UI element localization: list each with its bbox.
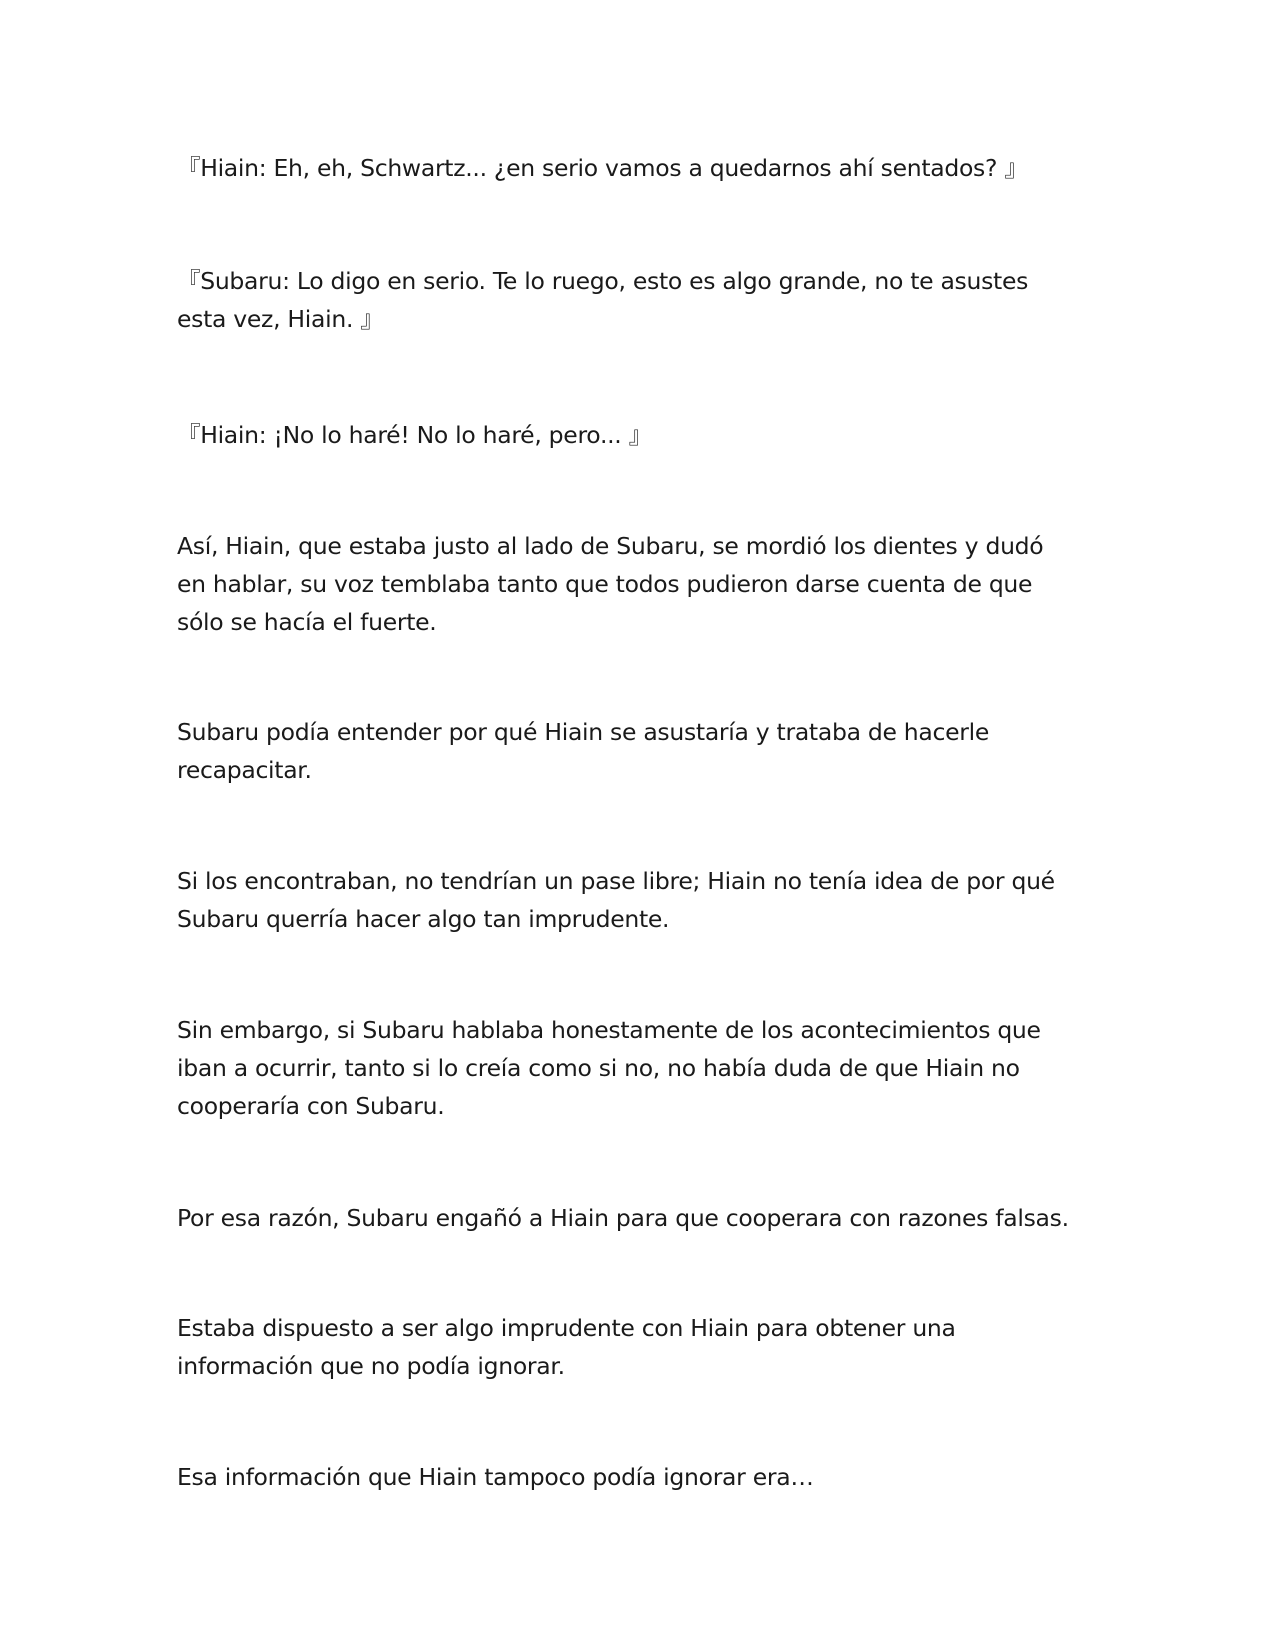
narration-paragraph: [177, 1309, 1097, 1385]
narration-paragraph: [177, 862, 1097, 938]
text-line: iban a ocurrir, tanto si lo creía como si no, no había duda de que Hiain no: [177, 1054, 1020, 1082]
text-line: cooperaría con Subaru.: [177, 1092, 445, 1120]
text-line: Esa información que Hiain tampoco podía ignorar era…: [177, 1463, 814, 1491]
narration-paragraph: [177, 527, 1097, 641]
text-line: Estaba dispuesto a ser algo imprudente con Hiain para obtener una: [177, 1314, 956, 1342]
dialogue-hiain-1: [177, 149, 1097, 187]
text-line: Por esa razón, Subaru engañó a Hiain para que cooperara con razones falsas.: [177, 1204, 1069, 1232]
text-line: Subaru querría hacer algo tan imprudente.: [177, 905, 670, 933]
text-line: en hablar, su voz temblaba tanto que todos pudieron darse cuenta de que: [177, 570, 1033, 598]
text-line: sólo se hacía el fuerte.: [177, 608, 437, 636]
text-line: Subaru podía entender por qué Hiain se asustaría y trataba de hacerle: [177, 718, 990, 746]
text-line: 『Hiain: Eh, eh, Schwartz... ¿en serio vamos a quedarnos ahí sentados? 』: [177, 154, 1028, 182]
text-line: Si los encontraban, no tendrían un pase libre; Hiain no tenía idea de por qué: [177, 867, 1055, 895]
dialogue-hiain-2: [177, 416, 1097, 454]
text-line: recapacitar.: [177, 756, 312, 784]
narration-paragraph: [177, 1199, 1097, 1237]
text-line: Sin embargo, si Subaru hablaba honestamente de los acontecimientos que: [177, 1016, 1041, 1044]
narration-paragraph: [177, 1011, 1097, 1125]
text-line: Así, Hiain, que estaba justo al lado de Subaru, se mordió los dientes y dudó: [177, 532, 1044, 560]
text-line: 『Subaru: Lo digo en serio. Te lo ruego, esto es algo grande, no te asustes: [177, 267, 1029, 295]
text-line: esta vez, Hiain. 』: [177, 305, 384, 333]
narration-paragraph: [177, 1458, 1097, 1496]
dialogue-subaru: [177, 262, 1097, 338]
narration-paragraph: [177, 713, 1097, 789]
text-line: 『Hiain: ¡No lo haré! No lo haré, pero... 』: [177, 421, 652, 449]
text-line: información que no podía ignorar.: [177, 1352, 565, 1380]
